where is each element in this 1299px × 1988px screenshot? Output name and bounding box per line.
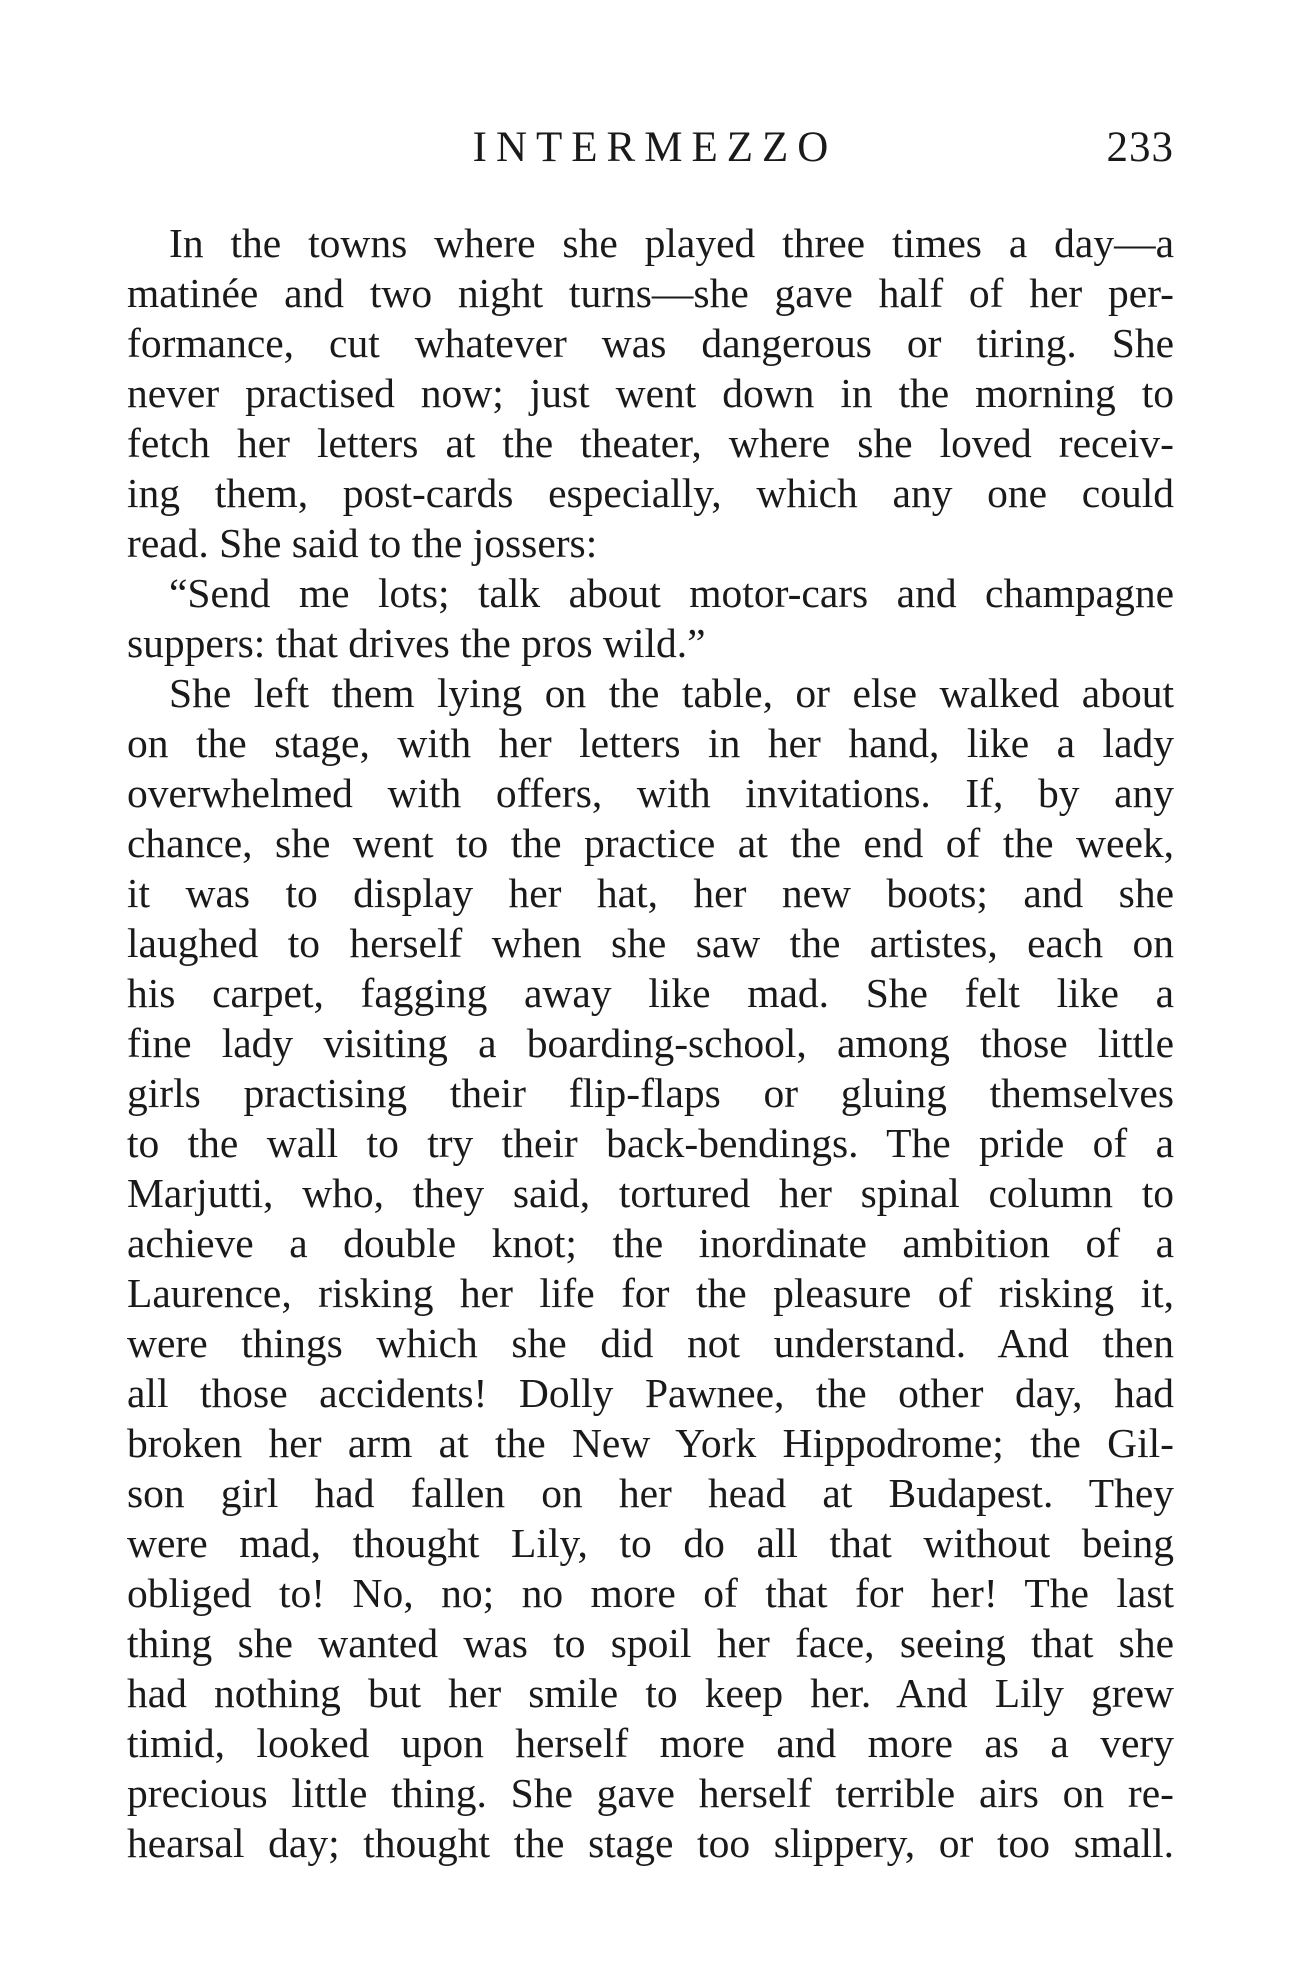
text-line: fetch her letters at the theater, where she loved receiv- [127, 420, 1174, 466]
text-line: matinée and two night turns—she gave half of her per- [127, 270, 1174, 316]
text-line: his carpet, fagging away like mad. She felt like a [127, 970, 1174, 1016]
text-line: She left them lying on the table, or else walked about [169, 670, 1174, 716]
text-line: girls practising their flip-flaps or gluing themselves [127, 1070, 1174, 1116]
text-line: chance, she went to the practice at the end of the week, [127, 820, 1174, 866]
text-line: Laurence, risking her life for the pleasure of risking it, [127, 1270, 1174, 1316]
text-line: son girl had fallen on her head at Budapest. They [127, 1470, 1174, 1516]
text-line: all those accidents! Dolly Pawnee, the other day, had [127, 1370, 1174, 1416]
text-line: hearsal day; thought the stage too slippery, or too small. [127, 1820, 1174, 1866]
page-number: 233 [1106, 124, 1174, 171]
text-line: “Send me lots; talk about motor-cars and champagne [169, 570, 1174, 616]
text-line: timid, looked upon herself more and more as a very [127, 1720, 1174, 1766]
text-line: broken her arm at the New York Hippodrome; the Gil- [127, 1420, 1174, 1466]
text-line: Marjutti, who, they said, tortured her spinal column to [127, 1170, 1174, 1216]
text-line: had nothing but her smile to keep her. And Lily grew [127, 1670, 1174, 1716]
text-line: were mad, thought Lily, to do all that without being [127, 1520, 1174, 1566]
text-line: fine lady visiting a boarding-school, among those little [127, 1020, 1174, 1066]
text-line: laughed to herself when she saw the artistes, each on [127, 920, 1174, 966]
running-head [127, 118, 1174, 178]
text-line: formance, cut whatever was dangerous or tiring. She [127, 320, 1174, 366]
text-line: precious little thing. She gave herself terrible airs on re- [127, 1770, 1174, 1816]
text-line: were things which she did not understand. And then [127, 1320, 1174, 1366]
text-line: never practised now; just went down in the morning to [127, 370, 1174, 416]
running-title: INTERMEZZO [472, 124, 838, 171]
text-line: it was to display her hat, her new boots; and she [127, 870, 1174, 916]
text-line: ing them, post-cards especially, which any one could [127, 470, 1174, 516]
text-line: achieve a double knot; the inordinate ambition of a [127, 1220, 1174, 1266]
text-line: to the wall to try their back-bendings. The pride of a [127, 1120, 1174, 1166]
text-line: suppers: that drives the pros wild.” [127, 620, 706, 666]
body-text [127, 218, 1174, 1868]
text-line: read. She said to the jossers: [127, 520, 598, 566]
text-line: overwhelmed with offers, with invitations. If, by any [127, 770, 1174, 816]
text-line: thing she wanted was to spoil her face, seeing that she [127, 1620, 1174, 1666]
text-line: In the towns where she played three times a day—a [169, 220, 1174, 266]
text-line: obliged to! No, no; no more of that for her! The last [127, 1570, 1174, 1616]
text-line: on the stage, with her letters in her hand, like a lady [127, 720, 1174, 766]
